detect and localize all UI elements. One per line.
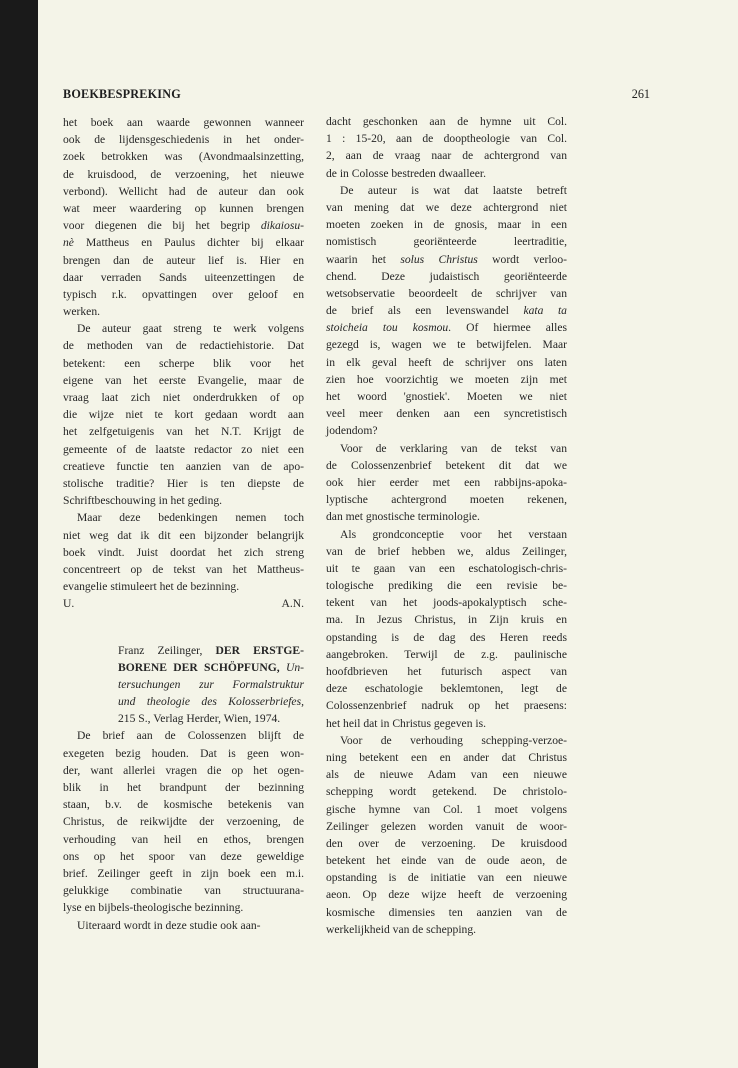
text-line: blik in het brandpunt der bezinning bbox=[63, 781, 304, 794]
text-line: van de brief hebben we, aldus Zeilinger, bbox=[326, 544, 567, 558]
text-line: kosmische dimensies ten aanzien van de bbox=[326, 905, 567, 919]
text-line: chend. Deze judaistisch georiënteerde bbox=[326, 269, 567, 283]
text-line: stolische traditie? Hier is ten diepste de bbox=[63, 476, 304, 490]
text-line: verhouding van heil en ethos, brengen bbox=[63, 832, 304, 846]
text-line: brengen dan de auteur lief is. Hier en bbox=[63, 253, 304, 267]
text-line: veel meer denken aan een syncretistisch bbox=[326, 407, 567, 421]
text-line: stoicheia tou kosmou. Of hiermee alles bbox=[326, 321, 567, 335]
text-line: De auteur is wat dat laatste betreft bbox=[340, 183, 567, 197]
text-line: exegeten bezig houden. Dat is geen won- bbox=[63, 746, 304, 760]
text-line: dan met gnostische terminologie. bbox=[326, 510, 480, 524]
signature-initials: A.N. bbox=[281, 597, 304, 611]
text-line: Colossenzenbrief nadruk op het praesens: bbox=[326, 699, 567, 713]
right-column bbox=[326, 113, 567, 938]
paragraph bbox=[63, 509, 304, 595]
text-line: zien hoe voorzichtig we moeten zijn met bbox=[326, 372, 567, 386]
text-line: creatieve functie ten aanzien van de apo- bbox=[63, 459, 304, 473]
text-line: gische hymne van Col. 1 moet volgens bbox=[326, 802, 567, 816]
text-line: staan, b.v. de kosmische betekenis van bbox=[63, 798, 304, 812]
text-line: Voor de verklaring van de tekst van bbox=[340, 441, 567, 455]
text-line: hoofdbrieven het futurisch aspect van bbox=[326, 665, 567, 678]
text-line: daar verraden Sands uiteenzettingen de bbox=[63, 270, 304, 284]
running-header bbox=[63, 87, 650, 103]
text-line: voor diegenen die bij het begrip dikaiosu- bbox=[63, 219, 304, 233]
text-line: eigene van het eerste Evangelie, maar de bbox=[63, 373, 304, 387]
text-line: und theologie des Kolosserbriefes, bbox=[118, 695, 304, 709]
text-line: het heil dat in Christus gegeven is. bbox=[326, 716, 487, 730]
paragraph bbox=[63, 727, 304, 916]
text-line: dacht geschonken aan de hymne uit Col. bbox=[326, 115, 567, 128]
section-gap bbox=[63, 612, 304, 642]
text-line: zoek betrokken was (Avondmaalsinzetting, bbox=[63, 150, 304, 164]
text-line: ma. In Jezus Christus, in Zijn kruis en bbox=[326, 613, 567, 627]
page-number: 261 bbox=[631, 87, 650, 101]
text-line: betekent: een scherpe blik voor het bbox=[63, 356, 304, 370]
text-line: aangebroken. Terwijl de z.g. paulinische bbox=[326, 647, 567, 661]
paragraph bbox=[326, 113, 567, 182]
text-line: Voor de verhouding schepping-verzoe- bbox=[340, 733, 567, 747]
text-line: De brief aan de Colossenzen blijft de bbox=[77, 729, 304, 743]
text-line: van mening dat we deze achtergrond niet bbox=[326, 200, 567, 214]
text-line: verbond). Wellicht had de auteur dan ook bbox=[63, 184, 304, 198]
text-line: Als grondconceptie voor het verstaan bbox=[340, 527, 567, 541]
text-line: concentreert op de tekst van het Mattheus- bbox=[63, 562, 304, 576]
text-line: lyptische achtergrond moeten rekenen, bbox=[326, 493, 567, 507]
text-line: moeten zoeken in de gnosis, maar in een bbox=[326, 218, 567, 232]
text-line: Uiteraard wordt in deze studie ook aan- bbox=[77, 918, 261, 932]
text-line: lyse en bijbels-theologische bezinning. bbox=[63, 901, 244, 915]
text-line: opstanding is de initiatie van een nieuwe bbox=[326, 871, 567, 885]
text-line: De auteur gaat streng te werk volgens bbox=[77, 322, 304, 336]
review-signature bbox=[63, 595, 304, 612]
signature-place: U. bbox=[63, 597, 75, 611]
text-line: brief. Zeilinger geeft in zijn boek een m.i. bbox=[63, 866, 304, 880]
text-line: niet weg dat ik dit een bijzonder belangrijk bbox=[63, 528, 304, 542]
text-line: 1 : 15-20, aan de dooptheologie van Col. bbox=[326, 132, 567, 146]
text-line: schepping wordt getekend. De christolo- bbox=[326, 785, 567, 799]
text-line: opstanding is de dag des Heren reeds bbox=[326, 630, 567, 644]
text-line: tologische prediking die een revisie be- bbox=[326, 579, 567, 593]
text-line: nomistisch georiënteerde leertraditie, bbox=[326, 235, 567, 249]
book-review-header bbox=[63, 642, 304, 727]
text-line: nè Mattheus en Paulus dichter bij elkaar bbox=[63, 236, 304, 250]
text-line: deze eschatologie beklemtonen, legt de bbox=[326, 682, 567, 696]
paragraph bbox=[326, 182, 567, 440]
left-column bbox=[63, 114, 304, 934]
text-line: 215 S., Verlag Herder, Wien, 1974. bbox=[118, 712, 281, 726]
text-line: ook hier eerder met een rabbijns-apoka- bbox=[326, 475, 567, 489]
text-line: ook de lijdensgeschiedenis in het onder- bbox=[63, 133, 304, 147]
paragraph bbox=[63, 917, 304, 934]
text-line: Zeilinger gelezen worden vanuit de woor- bbox=[326, 819, 567, 833]
text-line: de kruisdood, de verzoening, het nieuwe bbox=[63, 167, 304, 181]
text-line: gemeente of de laatste redactor zo niet een bbox=[63, 442, 304, 456]
text-line: het woord 'gnostiek'. Moeten we niet bbox=[326, 390, 567, 403]
text-line: werken. bbox=[63, 305, 101, 319]
text-line: betekent het einde van de oude aeon, de bbox=[326, 854, 567, 868]
text-line: die wijze niet te kort gedaan wordt aan bbox=[63, 408, 304, 422]
text-line: wat meer waardering op kunnen brengen bbox=[63, 201, 304, 215]
text-line: jodendom? bbox=[326, 424, 378, 438]
text-line: uit te gaan van een eschatologisch-chris- bbox=[326, 561, 567, 575]
text-line: ons op het spoor van deze geweldige bbox=[63, 849, 304, 863]
text-line: het boek aan waarde gewonnen wanneer bbox=[63, 116, 304, 129]
text-line: Schriftbeschouwing in het geding. bbox=[63, 494, 223, 508]
text-line: wetsobservatie beoordeelt de schrijver van bbox=[326, 286, 567, 300]
text-line: BORENE DER SCHÖPFUNG, Un- bbox=[118, 661, 304, 675]
text-line: de Colossenzenbrief betekent dit dat we bbox=[326, 458, 567, 472]
text-line: aeon. Op deze wijze heeft de verzoening bbox=[326, 888, 567, 902]
text-line: de brief als een levenswandel kata ta bbox=[326, 304, 567, 318]
text-line: de methoden van de redactiehistorie. Dat bbox=[63, 339, 304, 353]
text-line: tersuchungen zur Formalstruktur bbox=[118, 678, 304, 692]
text-line: Christus, de reikwijdte der verzoening, de bbox=[63, 815, 304, 829]
text-line: het zelfgetuigenis van het N.T. Krijgt de bbox=[63, 425, 304, 439]
text-line: Franz Zeilinger, DER ERSTGE- bbox=[118, 644, 304, 658]
scanned-page bbox=[38, 0, 738, 1068]
text-line: de in Colosse bestreden dwaalleer. bbox=[326, 166, 487, 180]
text-line: gezegd is, wagen we te betwijfelen. Maar bbox=[326, 338, 567, 352]
text-line: vraag laat zich niet onderdrukken of op bbox=[63, 391, 304, 404]
text-line: 2, aan de vraag naar de achtergrond van bbox=[326, 149, 567, 163]
text-line: als de nieuwe Adam van een nieuwe bbox=[326, 768, 567, 782]
paragraph bbox=[326, 732, 567, 938]
paragraph bbox=[326, 526, 567, 732]
paragraph bbox=[63, 114, 304, 320]
text-line: tekent van het joods-apokalyptisch sche- bbox=[326, 596, 567, 610]
text-line: typisch r.k. opvattingen over geloof en bbox=[63, 287, 304, 301]
text-line: den over de verzoening. De kruisdood bbox=[326, 836, 567, 850]
paragraph bbox=[326, 440, 567, 526]
text-line: evangelie stimuleert het de bezinning. bbox=[63, 580, 240, 594]
text-line: waarin het solus Christus wordt verloo- bbox=[326, 252, 567, 266]
text-line: ning betekent een en ander dat Christus bbox=[326, 750, 567, 764]
section-title: BOEKBESPREKING bbox=[63, 87, 181, 101]
text-line: Maar deze bedenkingen nemen toch bbox=[77, 511, 304, 525]
text-line: gelukkige combinatie van structuurana- bbox=[63, 884, 304, 898]
text-line: werkelijkheid van de schepping. bbox=[326, 922, 477, 936]
text-line: der, want allerlei vragen die op het ogen- bbox=[63, 763, 304, 777]
paragraph bbox=[63, 320, 304, 509]
text-line: in elk geval heeft de schrijver ons laten bbox=[326, 355, 567, 369]
text-line: boek vindt. Juist doordat het zich streng bbox=[63, 545, 304, 559]
